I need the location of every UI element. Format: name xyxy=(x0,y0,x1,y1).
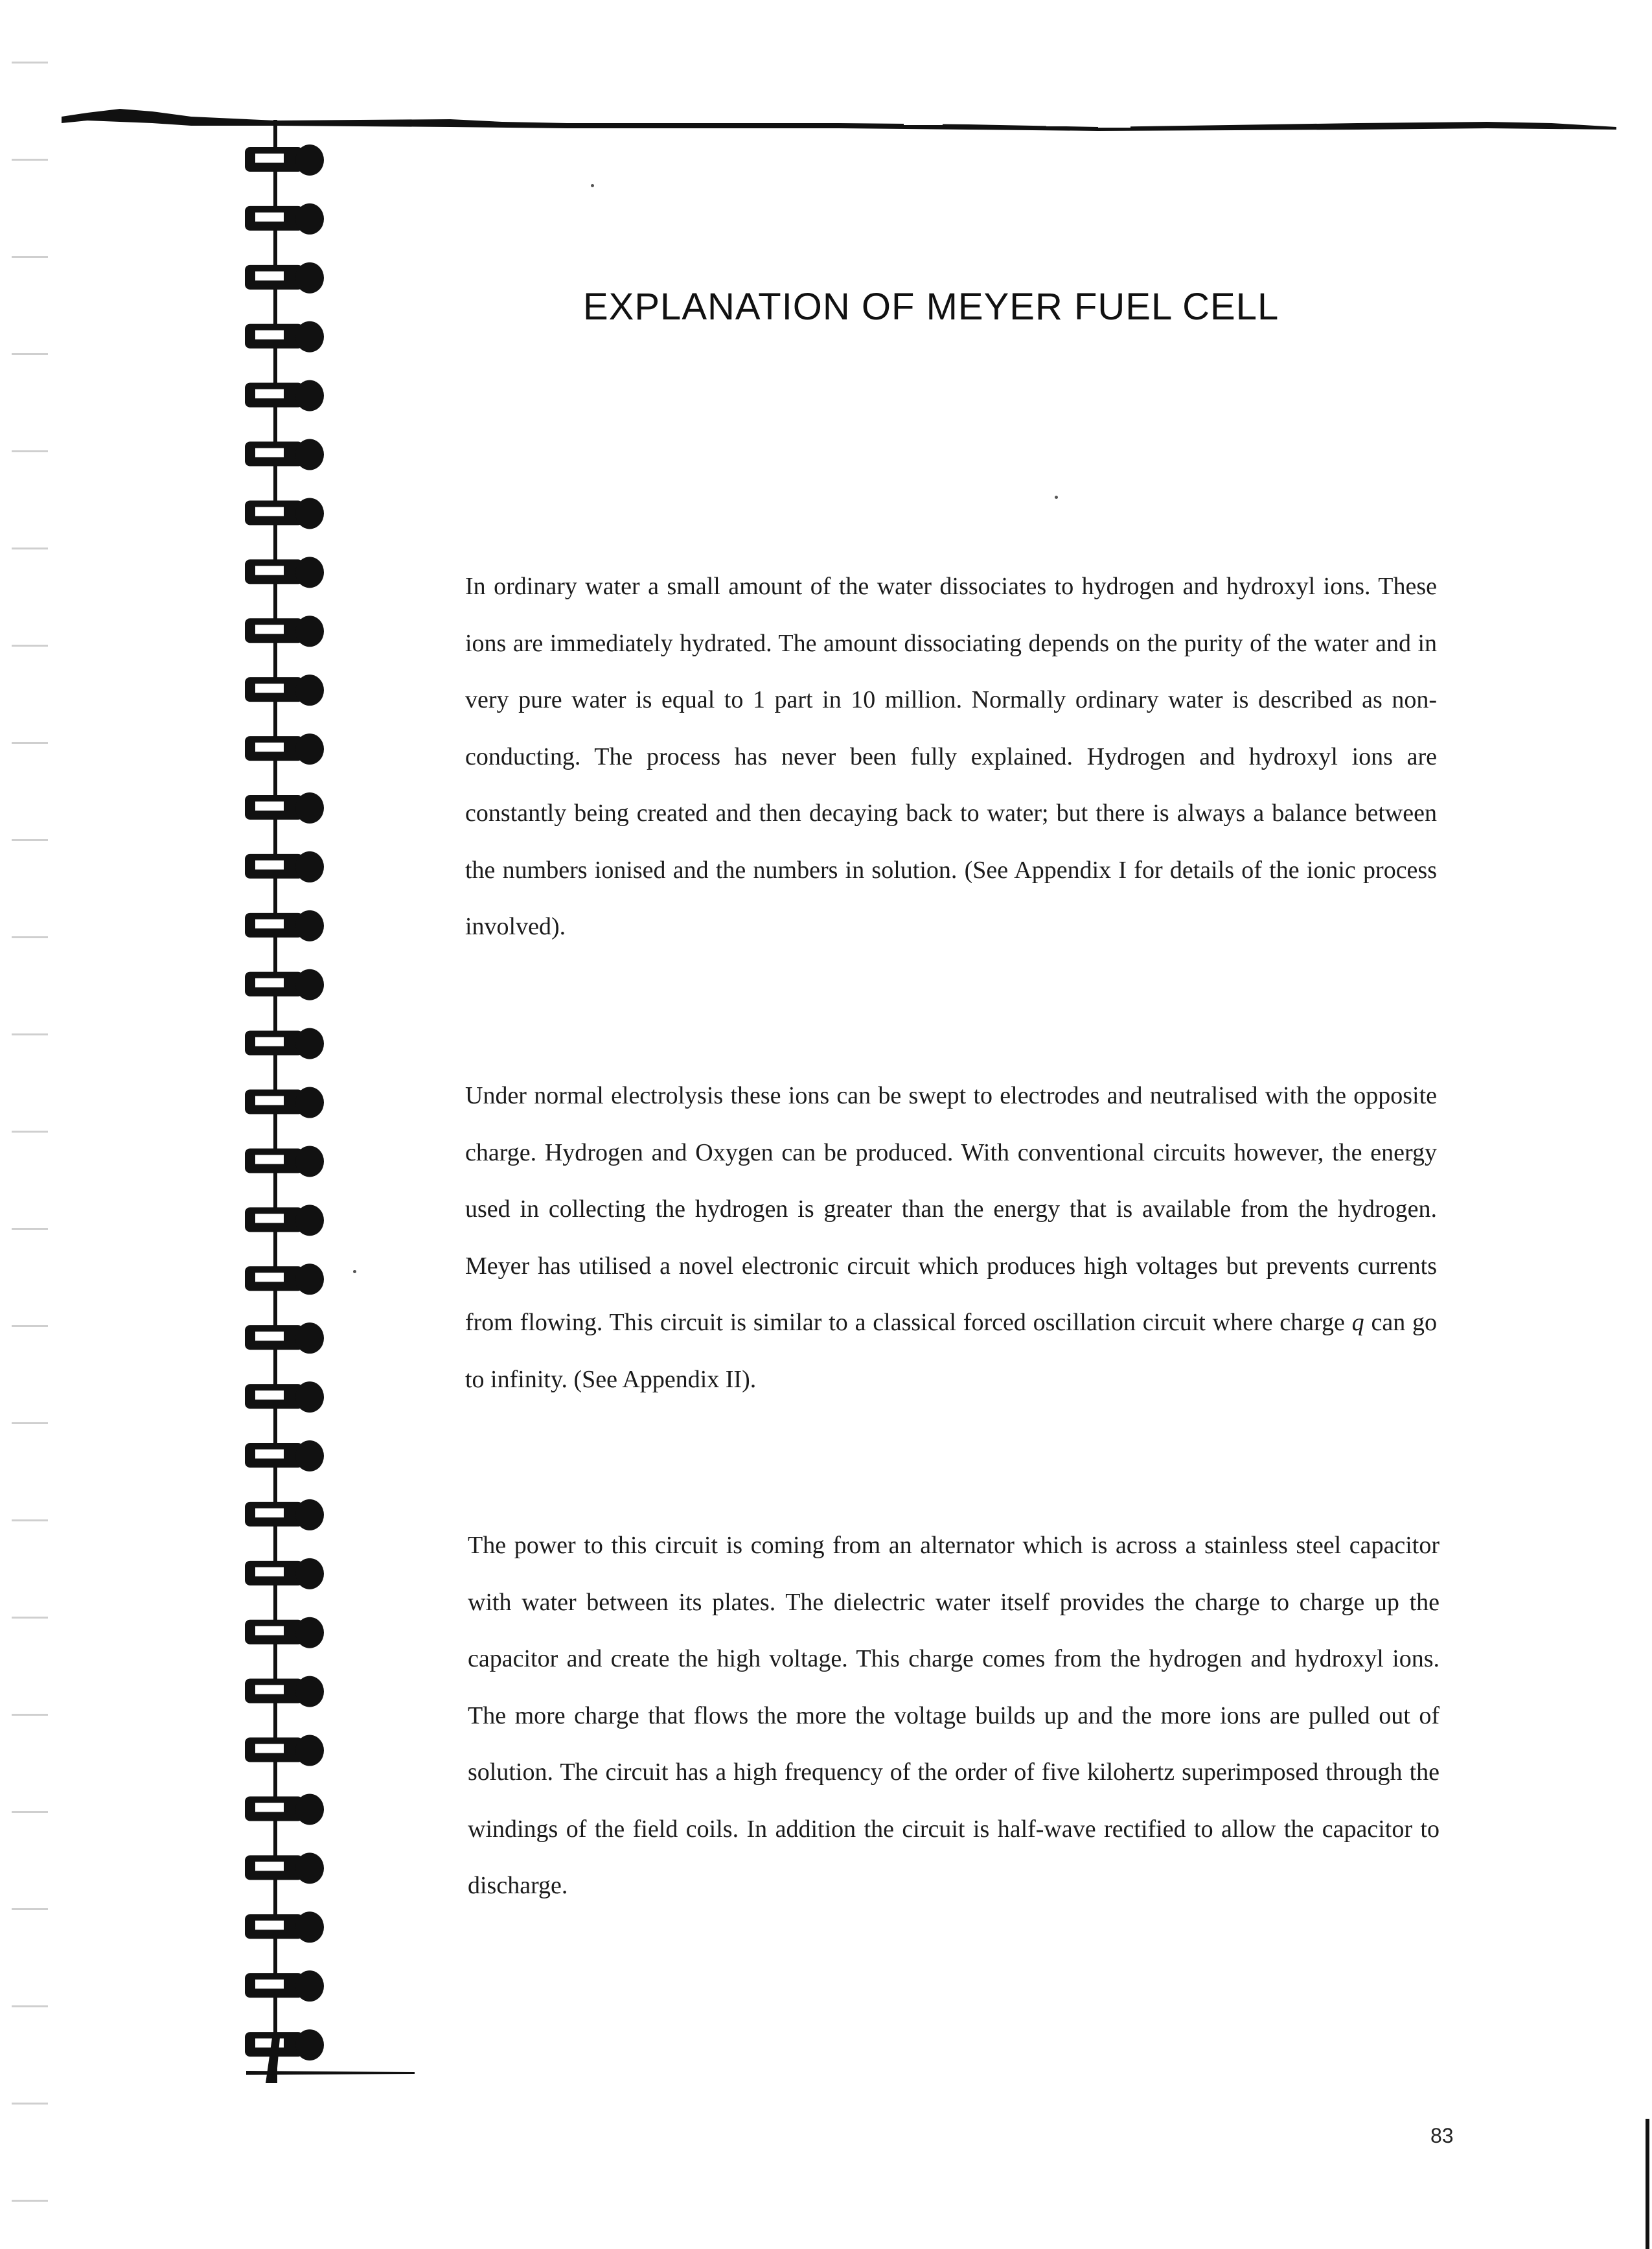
binding-ring xyxy=(245,262,324,294)
binding-ring xyxy=(245,498,324,529)
margin-tick xyxy=(12,1908,48,1910)
binding-ring xyxy=(245,1970,324,2001)
binding-ring xyxy=(245,1146,324,1177)
paragraph-electrolysis xyxy=(465,1068,1437,1408)
binding-ring xyxy=(245,1793,324,1825)
binding-ring xyxy=(245,1322,324,1354)
binding-ring xyxy=(245,557,324,588)
paragraph-dissociation: In ordinary water a small amount of the water dissociates to hydrogen and hydroxyl ions. These ions are immediately hydrated. The amount dissociating depends on the purity of the water and in very pure water is equal to 1 part in 10 million. Normally ordinary water is described as non-conducting. The process has never been fully explained. Hydrogen and hydroxyl ions are constantly being created and then decaying back to water; but there is always a balance between the numbers ionised and the numbers in solution. (See Appendix I for details of the ionic process involved). xyxy=(465,573,1437,940)
paragraph-power-circuit: The power to this circuit is coming from an alternator which is across a stainless steel capacitor with water between its plates. The dielectric water itself provides the charge to charge up the capacitor and create the high voltage. This charge comes from the hydrogen and hydroxyl ions. The more charge that flows the more the voltage builds up and the more ions are pulled out of solution. The circuit has a high frequency of the order of five kilohertz superimposed through the windings of the field coils. In addition the circuit is half-wave rectified to allow the capacitor to discharge. xyxy=(468,1532,1440,1899)
scan-speck xyxy=(353,1270,356,1273)
binding-ring xyxy=(245,792,324,824)
margin-tick xyxy=(12,1422,48,1424)
page-number: 83 xyxy=(1430,2124,1454,2147)
margin-tick xyxy=(12,548,48,549)
margin-tick xyxy=(12,2200,48,2202)
binding-ring xyxy=(245,144,324,176)
binding-ring xyxy=(245,1617,324,1648)
margin-tick xyxy=(12,1131,48,1133)
margin-tick xyxy=(12,645,48,647)
margin-tick xyxy=(12,1033,48,1035)
binding-ring xyxy=(245,203,324,235)
margin-tick xyxy=(12,450,48,452)
margin-tick xyxy=(12,1714,48,1716)
margin-tick xyxy=(12,62,48,63)
bottom-rule-line xyxy=(246,2067,415,2077)
margin-tick xyxy=(12,1811,48,1813)
binding-ring xyxy=(245,1558,324,1589)
binding-ring xyxy=(245,733,324,765)
binding-ring xyxy=(245,969,324,1000)
binding-ring xyxy=(245,910,324,941)
margin-tick xyxy=(12,256,48,258)
margin-tick xyxy=(12,1617,48,1619)
binding-ring xyxy=(245,380,324,411)
page-title: EXPLANATION OF MEYER FUEL CELL xyxy=(583,286,1279,328)
margin-tick xyxy=(12,839,48,841)
binding-ring xyxy=(245,1735,324,1766)
margin-tick xyxy=(12,742,48,744)
binding-ring xyxy=(245,851,324,882)
binding-ring xyxy=(245,1676,324,1707)
margin-tick xyxy=(12,1519,48,1521)
binding-ring xyxy=(245,1381,324,1413)
margin-tick xyxy=(12,1228,48,1230)
scan-speck xyxy=(591,184,594,187)
charge-symbol-q: q xyxy=(1351,1309,1364,1336)
binding-ring xyxy=(245,675,324,706)
binding-ring xyxy=(245,2029,324,2060)
paragraph-electrolysis-part-2: can go to infinity. (See Appendix II). xyxy=(465,1309,1438,1393)
binding-ring xyxy=(245,1263,324,1295)
scan-edge-shadow xyxy=(1646,2119,1649,2249)
margin-tick xyxy=(12,159,48,161)
margin-tick xyxy=(12,936,48,938)
margin-tick-marks xyxy=(6,0,58,2249)
binding-ring xyxy=(245,1440,324,1471)
binding-ring xyxy=(245,1028,324,1059)
binding-ring xyxy=(245,1852,324,1884)
binding-ring xyxy=(245,439,324,470)
margin-tick xyxy=(12,2103,48,2105)
binding-ring xyxy=(245,321,324,352)
binding-ring xyxy=(245,1205,324,1236)
binding-ring xyxy=(245,1911,324,1943)
margin-tick xyxy=(12,353,48,355)
paragraph-electrolysis-part-1: Under normal electrolysis these ions can be swept to electrodes and neutralised with the opposite charge. Hydrogen and Oxygen can be produced. With conventional circuits however, the energy used in collecting the hydrogen is greater than the energy that is available from the hydrogen. Meyer has utilised a novel electronic circuit which produces high voltages but prevents currents from flowing. This circuit is similar to a classical forced oscillation circuit where charge xyxy=(465,1082,1437,1336)
binding-ring xyxy=(245,616,324,647)
margin-tick xyxy=(12,2005,48,2007)
spiral-binding xyxy=(233,120,350,2083)
scan-speck xyxy=(1055,496,1058,499)
binding-ring xyxy=(245,1499,324,1530)
margin-tick xyxy=(12,1325,48,1327)
binding-ring xyxy=(245,1087,324,1118)
